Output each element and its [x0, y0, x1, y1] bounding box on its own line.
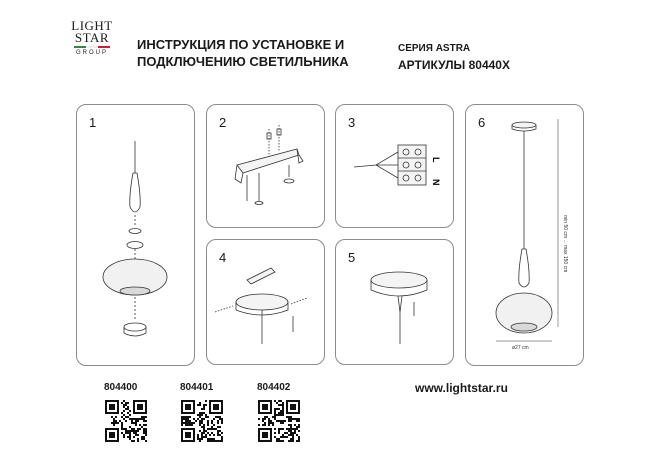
qr-code-2	[181, 400, 223, 442]
step-panel-3	[335, 104, 454, 228]
step-number: 2	[219, 115, 227, 130]
website-link[interactable]: www.lightstar.ru	[415, 381, 508, 395]
step-number: 5	[348, 250, 356, 265]
brand-logo	[70, 20, 114, 57]
articles-label: АРТИКУЛЫ 80440X	[398, 58, 510, 72]
step-6-illustration	[466, 105, 583, 365]
title-line-2: ПОДКЛЮЧЕНИЮ СВЕТИЛЬНИКА	[137, 54, 349, 69]
article-code-3: 804402	[257, 382, 291, 393]
logo-line-group: GROUP	[75, 50, 108, 56]
page-title	[137, 36, 349, 70]
logo-line-light: LIGHT	[71, 18, 113, 33]
step-panel-4	[206, 239, 325, 365]
height-dimension: min 50 cm ... max 150 cm	[562, 215, 568, 273]
step-panel-2	[206, 104, 325, 228]
step-panel-5	[335, 239, 454, 365]
step-4-illustration	[207, 240, 324, 364]
step-1-illustration	[77, 105, 194, 365]
logo-line-star: STAR	[74, 30, 110, 45]
step-panel-1	[76, 104, 195, 366]
article-code-2: 804401	[180, 382, 214, 393]
step-5-illustration	[336, 240, 453, 364]
step-number: 4	[219, 250, 227, 265]
series-block	[398, 40, 510, 74]
wire-label-l: L	[431, 157, 441, 163]
series-label: СЕРИЯ ASTRA	[398, 43, 471, 54]
step-2-illustration	[207, 105, 324, 227]
qr-code-1	[105, 400, 147, 442]
article-code-1: 804400	[104, 382, 138, 393]
step-number: 3	[348, 115, 356, 130]
wire-label-n: N	[431, 179, 441, 186]
logo-flag	[74, 46, 110, 48]
qr-code-3	[258, 400, 300, 442]
width-dimension: ø27 cm	[512, 345, 529, 351]
step-panel-6	[465, 104, 584, 366]
step-number: 1	[89, 115, 97, 130]
title-line-1: ИНСТРУКЦИЯ ПО УСТАНОВКЕ И	[137, 37, 345, 52]
step-number: 6	[478, 115, 486, 130]
step-3-illustration	[336, 105, 453, 227]
